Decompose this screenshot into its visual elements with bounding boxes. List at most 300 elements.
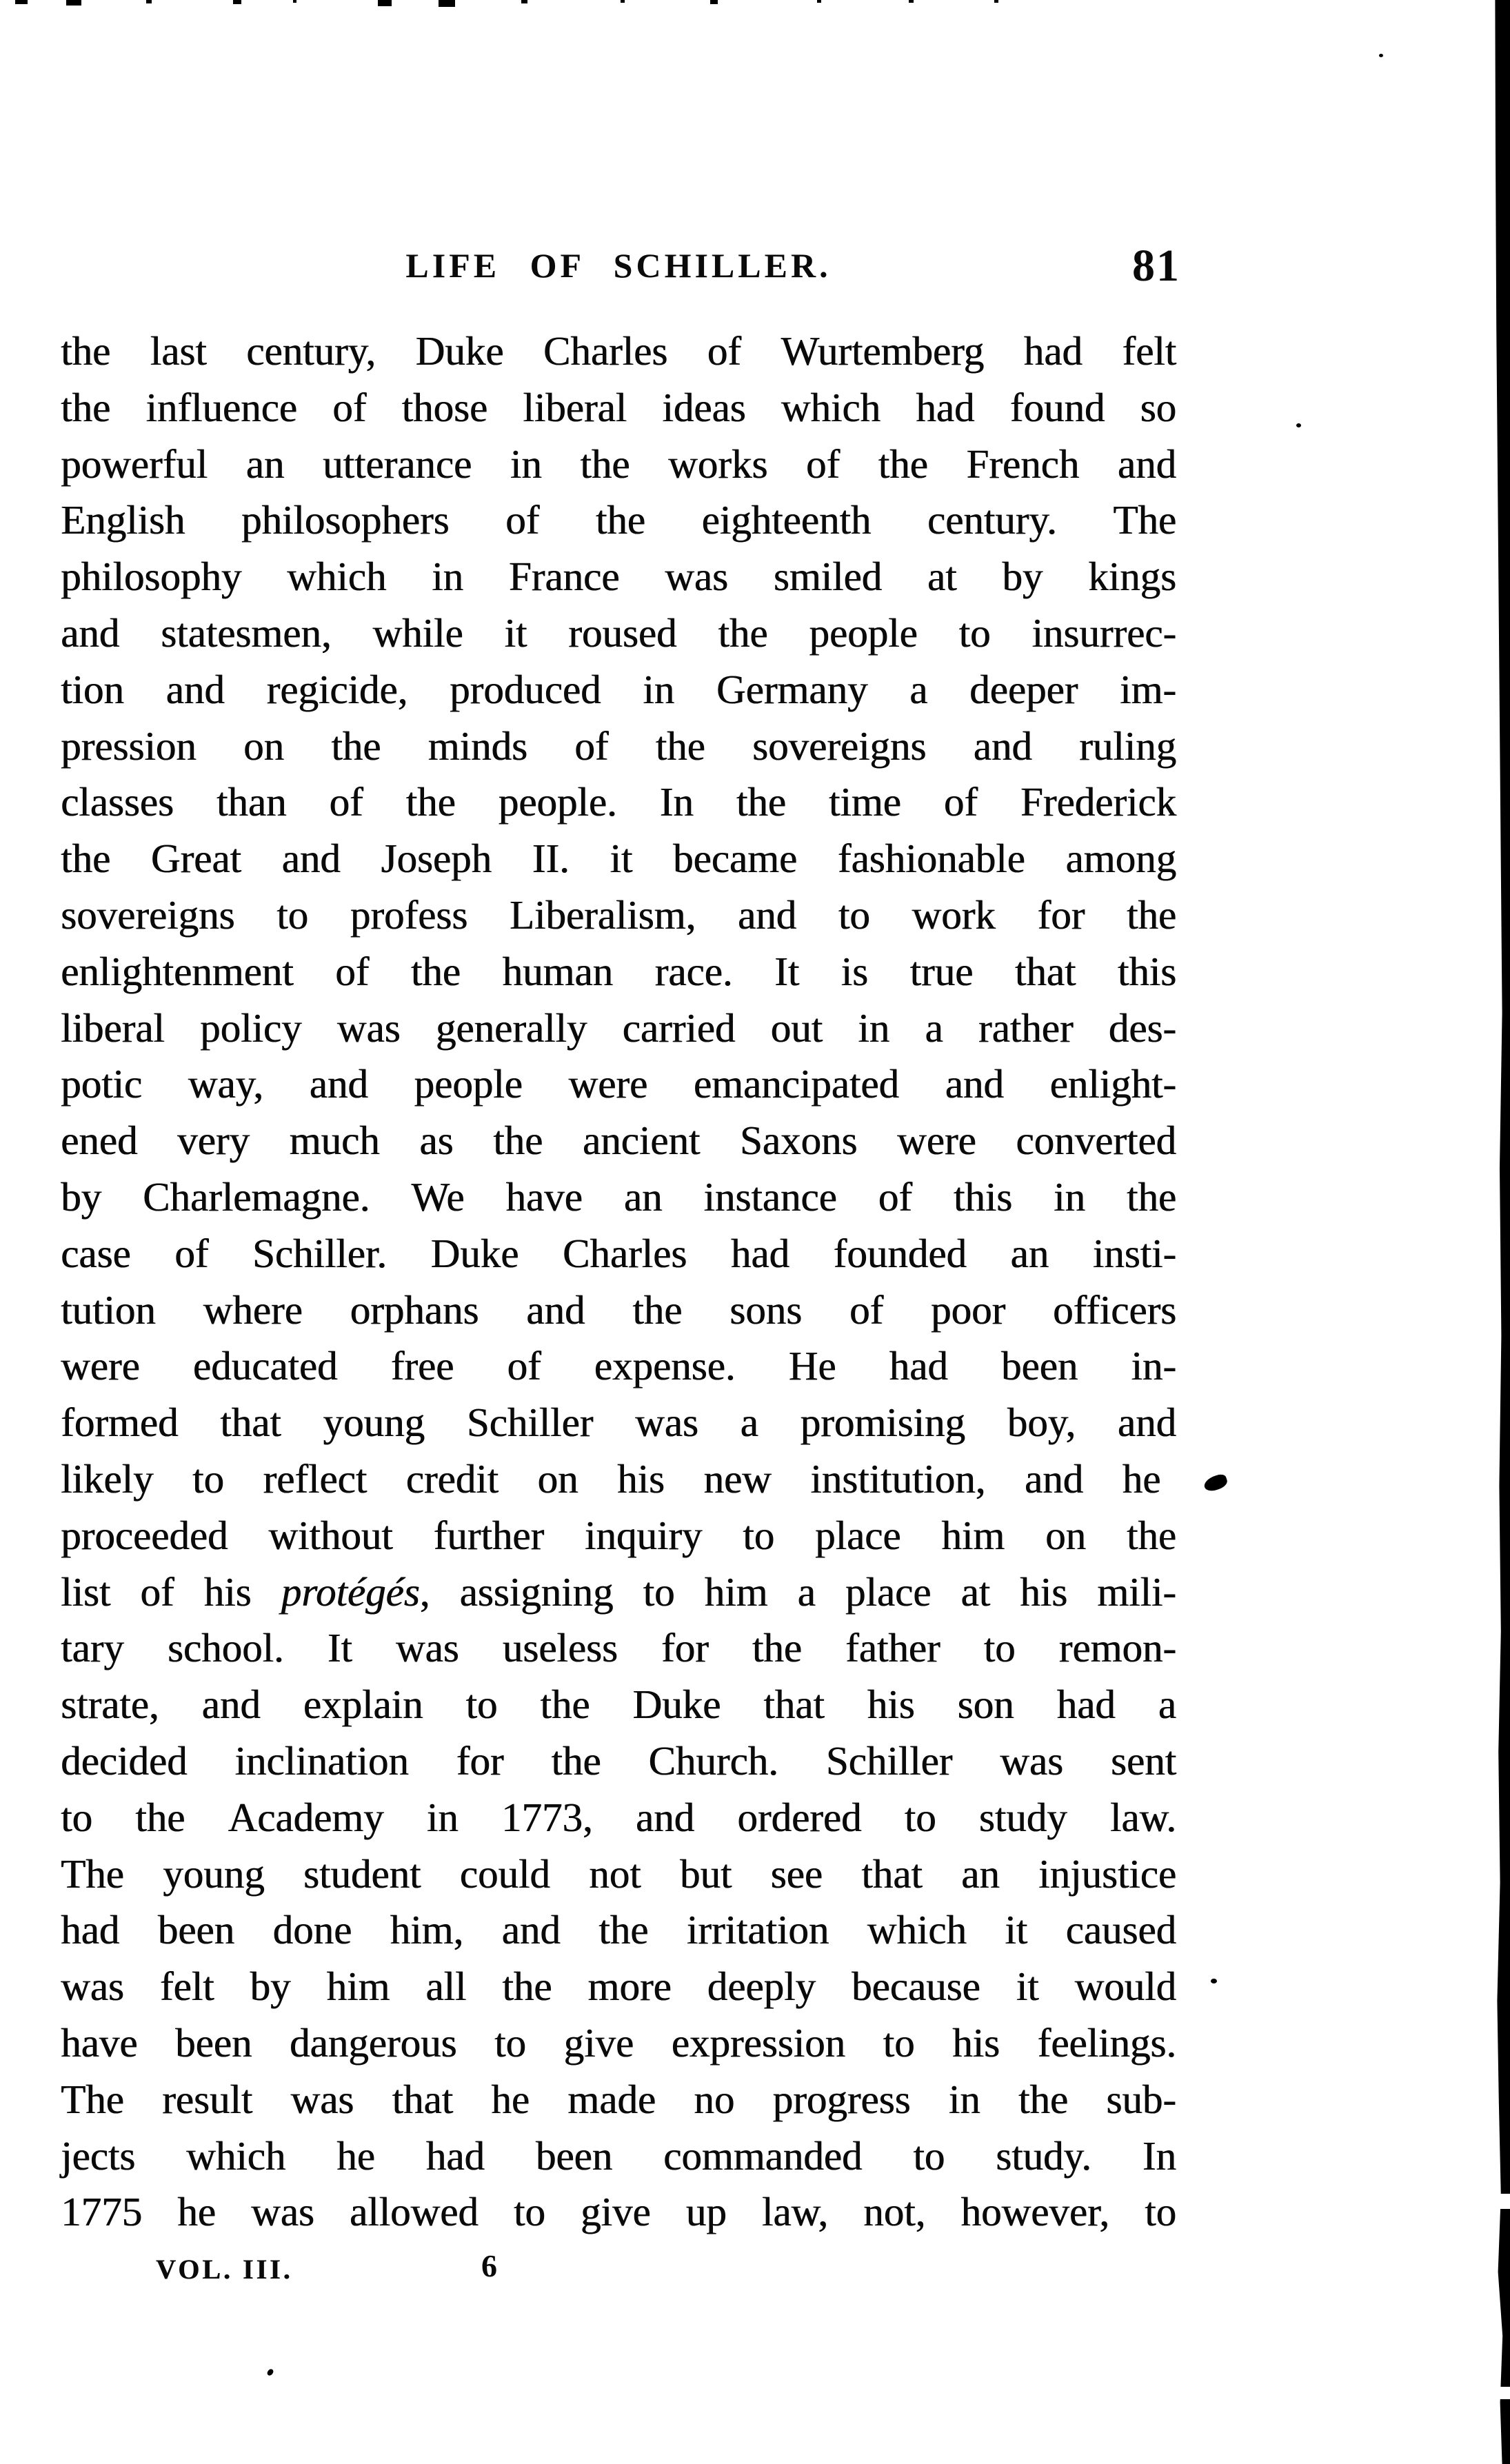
- word: officers: [1052, 1286, 1176, 1333]
- word: result: [162, 2076, 253, 2122]
- word: to: [883, 2019, 915, 2066]
- word: it: [1016, 1963, 1039, 2010]
- word: liberal: [61, 1004, 165, 1051]
- text-line: [61, 1169, 1176, 1226]
- word: which: [867, 1907, 967, 1953]
- word: In: [1142, 2132, 1176, 2179]
- word: Wurtemberg: [781, 328, 985, 374]
- word: son: [957, 1682, 1014, 1728]
- word: works: [667, 441, 768, 487]
- word: made: [567, 2076, 656, 2122]
- word: on: [243, 723, 284, 769]
- word: explain: [303, 1682, 423, 1728]
- word: the: [1126, 1512, 1176, 1558]
- word: all: [425, 1963, 467, 2010]
- scan-edge-strip: [1489, 0, 1510, 2464]
- word: to: [958, 609, 991, 656]
- ink-blot: [1202, 1473, 1229, 1493]
- word: commanded: [663, 2132, 863, 2179]
- word: and: [281, 836, 341, 882]
- word: enlightenment: [61, 948, 294, 994]
- word: strate,: [61, 1682, 159, 1728]
- word: that: [763, 1682, 825, 1728]
- word: Liberalism,: [509, 891, 696, 938]
- word: promising: [800, 1400, 965, 1446]
- word: so: [1140, 384, 1176, 430]
- word: to: [192, 1455, 224, 1502]
- word: an: [961, 1850, 1000, 1897]
- word: educated: [192, 1343, 338, 1389]
- word: influence: [145, 384, 297, 430]
- word: tary: [61, 1625, 124, 1671]
- word: among: [1065, 836, 1176, 882]
- text-line: [61, 1395, 1176, 1451]
- word: the: [580, 441, 630, 487]
- word: been: [157, 1907, 234, 1953]
- word: new: [703, 1455, 772, 1502]
- word: of: [332, 384, 367, 430]
- word: It: [774, 948, 800, 994]
- word: been: [174, 2019, 252, 2066]
- text-line: [61, 1959, 1176, 2015]
- word: free: [390, 1343, 454, 1389]
- text-line: [61, 1056, 1176, 1113]
- word: The: [1113, 497, 1176, 543]
- running-header-title: LIFE OF SCHILLER.: [405, 246, 832, 285]
- word: and: [61, 609, 120, 656]
- word: him,: [390, 1907, 464, 1953]
- word: felt: [159, 1963, 214, 2010]
- word: it: [610, 836, 633, 882]
- word: this: [953, 1173, 1013, 1220]
- word: produced: [449, 666, 601, 712]
- word: to: [513, 2189, 545, 2235]
- word: regicide,: [266, 666, 408, 712]
- word: while: [372, 609, 463, 656]
- word: ruling: [1079, 723, 1176, 769]
- word: Schiller: [466, 1400, 594, 1446]
- word: he: [491, 2076, 530, 2122]
- word: however,: [960, 2189, 1109, 2235]
- word: the: [502, 1963, 552, 2010]
- word: study: [978, 1794, 1067, 1840]
- word: formed: [61, 1400, 179, 1446]
- word: young: [163, 1850, 265, 1897]
- text-line: [61, 1564, 1176, 1621]
- word: those: [401, 384, 488, 430]
- word: time: [828, 779, 901, 825]
- word: had: [61, 1907, 120, 1953]
- word: and: [1117, 441, 1176, 487]
- word: pression: [61, 723, 197, 769]
- word: been: [535, 2132, 613, 2179]
- word: institution,: [810, 1455, 986, 1502]
- word: father: [845, 1625, 940, 1671]
- word: that: [392, 2076, 453, 2122]
- word: expression: [671, 2019, 845, 2066]
- word: for: [456, 1737, 504, 1784]
- text-line: [61, 2015, 1176, 2072]
- word: by: [250, 1963, 291, 2010]
- word: to: [276, 891, 308, 938]
- word: out: [770, 1004, 823, 1051]
- word: without: [268, 1512, 393, 1558]
- word: of: [505, 497, 540, 543]
- word: fashionable: [837, 836, 1025, 882]
- word: We: [411, 1173, 465, 1220]
- text-line: [61, 1902, 1176, 1959]
- scan-speck: [267, 2368, 274, 2376]
- text-line: [61, 774, 1176, 831]
- word: list: [61, 1568, 111, 1615]
- word: for: [661, 1625, 709, 1671]
- word: to: [643, 1568, 675, 1615]
- word: expense.: [594, 1343, 736, 1389]
- word: to: [465, 1682, 498, 1728]
- word: because: [851, 1963, 980, 2010]
- text-line: [61, 1226, 1176, 1282]
- word: feelings.: [1037, 2019, 1176, 2066]
- text-line: [61, 2184, 1176, 2241]
- word: deeply: [707, 1963, 816, 2010]
- word: been: [1000, 1343, 1078, 1389]
- word: that: [220, 1400, 281, 1446]
- word: rather: [978, 1004, 1074, 1051]
- word: kings: [1088, 554, 1176, 600]
- word: had: [916, 384, 975, 430]
- word: people: [809, 609, 918, 656]
- word: was: [336, 1004, 401, 1051]
- word: Joseph: [381, 836, 492, 882]
- word: people.: [498, 779, 617, 825]
- word: of: [849, 1286, 884, 1333]
- word: smiled: [773, 554, 883, 600]
- word: the: [878, 441, 928, 487]
- word: much: [289, 1118, 380, 1164]
- word: had: [730, 1230, 789, 1276]
- word: potic: [61, 1061, 142, 1107]
- word: jects: [61, 2132, 136, 2179]
- word: but: [679, 1850, 732, 1897]
- word: Schiller: [825, 1737, 953, 1784]
- word: of: [140, 1568, 174, 1615]
- word: people: [414, 1061, 523, 1107]
- word: philosophers: [241, 497, 450, 543]
- word: insti-: [1092, 1230, 1176, 1276]
- scan-speck: [710, 0, 718, 4]
- word: liberal: [523, 384, 627, 430]
- text-line: [61, 1282, 1176, 1339]
- word: law,: [761, 2189, 828, 2235]
- word: on: [537, 1455, 578, 1502]
- word: up: [685, 2189, 727, 2235]
- word: ordered: [737, 1794, 862, 1840]
- scan-speck: [15, 0, 28, 4]
- word: in: [432, 554, 463, 600]
- scan-speck: [521, 0, 527, 3]
- word: not,: [863, 2189, 926, 2235]
- word: he: [177, 2189, 216, 2235]
- word: place: [814, 1512, 901, 1558]
- word: to: [61, 1794, 92, 1840]
- word: Germany: [716, 666, 868, 712]
- word: him: [326, 1963, 390, 2010]
- text-line: [61, 1451, 1160, 1508]
- word: insurrec-: [1031, 609, 1176, 656]
- word: him: [704, 1568, 768, 1615]
- word: and: [635, 1794, 694, 1840]
- body-text: [61, 323, 1176, 2241]
- word: the: [595, 497, 645, 543]
- word: utterance: [322, 441, 472, 487]
- word: human: [502, 948, 613, 994]
- word: founded: [833, 1230, 967, 1276]
- word: English: [61, 497, 185, 543]
- word: II.: [532, 836, 570, 882]
- word: France: [508, 554, 620, 600]
- word: ened: [61, 1118, 138, 1164]
- word: was: [635, 1400, 698, 1446]
- word: an: [1010, 1230, 1049, 1276]
- word: was: [395, 1625, 459, 1671]
- word: the: [632, 1286, 683, 1333]
- word: than: [216, 779, 287, 825]
- word: the: [736, 779, 786, 825]
- word: no: [694, 2076, 735, 2122]
- word: in: [510, 441, 542, 487]
- word: the: [718, 609, 768, 656]
- word: the: [752, 1625, 802, 1671]
- word: race.: [654, 948, 733, 994]
- word: very: [177, 1118, 250, 1164]
- word: of: [943, 779, 978, 825]
- scan-speck: [909, 0, 914, 3]
- word: see: [770, 1850, 823, 1897]
- word: a: [925, 1004, 943, 1051]
- word: protégés,: [281, 1568, 430, 1615]
- word: boy,: [1007, 1400, 1076, 1446]
- word: im-: [1119, 666, 1176, 712]
- word: Charles: [543, 328, 668, 374]
- word: school.: [167, 1625, 284, 1671]
- word: by: [61, 1173, 101, 1220]
- word: sons: [729, 1286, 803, 1333]
- word: to: [838, 891, 870, 938]
- word: he: [1122, 1455, 1161, 1502]
- text-line: [61, 1113, 1176, 1169]
- word: were: [896, 1118, 976, 1164]
- word: true: [909, 948, 974, 994]
- scan-dot: [1379, 54, 1383, 57]
- word: case: [61, 1230, 131, 1276]
- word: his: [952, 2019, 1000, 2066]
- word: as: [419, 1118, 454, 1164]
- word: place: [845, 1568, 932, 1615]
- word: The: [61, 1850, 124, 1897]
- word: ideas: [662, 384, 746, 430]
- word: was: [251, 2189, 314, 2235]
- word: emancipated: [693, 1061, 899, 1107]
- word: had: [1023, 328, 1083, 374]
- word: Charlemagne.: [142, 1173, 370, 1220]
- word: in: [1053, 1173, 1085, 1220]
- word: a: [909, 666, 928, 712]
- word: was: [61, 1963, 124, 2010]
- word: more: [587, 1963, 672, 2010]
- word: which: [287, 554, 387, 600]
- word: reflect: [263, 1455, 368, 1502]
- text-line: [61, 2128, 1176, 2185]
- word: for: [1037, 891, 1085, 938]
- scan-speck: [66, 0, 81, 6]
- word: to: [904, 1794, 936, 1840]
- word: mili-: [1097, 1568, 1176, 1615]
- word: a: [1158, 1682, 1176, 1728]
- word: him: [941, 1512, 1005, 1558]
- word: profess: [350, 891, 468, 938]
- word: and: [737, 891, 797, 938]
- text-line: [61, 1790, 1176, 1846]
- word: tion: [61, 666, 124, 712]
- word: study.: [996, 2132, 1091, 2179]
- scan-speck: [233, 0, 241, 4]
- word: statesmen,: [161, 609, 332, 656]
- word: caused: [1065, 1907, 1176, 1953]
- text-line: [61, 323, 1176, 380]
- word: to: [983, 1625, 1016, 1671]
- word: enlight-: [1049, 1061, 1176, 1107]
- word: the: [405, 779, 456, 825]
- scan-speck: [146, 0, 152, 3]
- word: Charles: [562, 1230, 687, 1276]
- word: had: [1056, 1682, 1116, 1728]
- word: Duke: [415, 328, 504, 374]
- word: Great: [150, 836, 241, 882]
- word: dangerous: [289, 2019, 457, 2066]
- word: and: [526, 1286, 585, 1333]
- text-line: [61, 1677, 1176, 1733]
- word: was: [665, 554, 728, 600]
- word: which: [186, 2132, 286, 2179]
- word: felt: [1122, 328, 1176, 374]
- text-line: [61, 380, 1176, 436]
- word: and: [501, 1907, 561, 1953]
- word: 1773,: [501, 1794, 593, 1840]
- word: had: [425, 2132, 485, 2179]
- word: poor: [930, 1286, 1006, 1333]
- word: sovereigns: [752, 723, 927, 769]
- word: this: [1117, 948, 1176, 994]
- word: at: [927, 554, 957, 600]
- word: way,: [188, 1061, 263, 1107]
- word: the: [551, 1737, 601, 1784]
- word: to: [1145, 2189, 1176, 2235]
- word: Schiller.: [252, 1230, 387, 1276]
- word: his: [1020, 1568, 1068, 1615]
- word: further: [433, 1512, 544, 1558]
- word: would: [1074, 1963, 1176, 2010]
- word: to: [494, 2019, 526, 2066]
- word: in-: [1131, 1343, 1176, 1389]
- word: was: [1000, 1737, 1063, 1784]
- text-line: [61, 1846, 1176, 1903]
- word: that: [1014, 948, 1076, 994]
- word: converted: [1016, 1118, 1176, 1164]
- word: inquiry: [584, 1512, 703, 1558]
- word: irritation: [686, 1907, 829, 1953]
- word: sovereigns: [61, 891, 235, 938]
- word: could: [459, 1850, 550, 1897]
- text-line: [61, 1338, 1176, 1395]
- word: generally: [435, 1004, 587, 1051]
- word: of: [507, 1343, 541, 1389]
- word: done: [272, 1907, 352, 1953]
- word: the: [493, 1118, 543, 1164]
- word: des-: [1108, 1004, 1176, 1051]
- word: of: [329, 779, 363, 825]
- word: Duke: [632, 1682, 721, 1728]
- word: useless: [502, 1625, 618, 1671]
- text-line: [61, 1620, 1176, 1677]
- word: his: [616, 1455, 665, 1502]
- word: had: [889, 1343, 948, 1389]
- text-line: [61, 549, 1176, 605]
- scan-edge-gap: [1489, 2194, 1510, 2209]
- page-number: 81: [1132, 241, 1180, 291]
- word: of: [574, 723, 609, 769]
- word: and: [1024, 1455, 1084, 1502]
- word: it: [1005, 1907, 1028, 1953]
- word: young: [323, 1400, 425, 1446]
- word: he: [336, 2132, 375, 2179]
- word: give: [580, 2189, 651, 2235]
- word: powerful: [61, 441, 208, 487]
- word: It: [327, 1625, 352, 1671]
- word: the: [1126, 1173, 1176, 1220]
- word: to: [743, 1512, 775, 1558]
- word: and: [973, 723, 1032, 769]
- word: the: [655, 723, 705, 769]
- scan-dot: [1296, 423, 1301, 427]
- text-line: [61, 605, 1176, 662]
- word: of: [805, 441, 840, 487]
- word: the: [331, 723, 381, 769]
- word: in: [643, 666, 675, 712]
- word: his: [203, 1568, 252, 1615]
- word: the: [61, 384, 111, 430]
- word: and: [945, 1061, 1004, 1107]
- word: were: [61, 1343, 140, 1389]
- word: progress: [772, 2076, 911, 2122]
- word: policy: [199, 1004, 302, 1051]
- word: last: [150, 328, 207, 374]
- word: proceeded: [61, 1512, 228, 1558]
- word: was: [290, 2076, 354, 2122]
- text-line: [61, 662, 1176, 718]
- word: not: [589, 1850, 641, 1897]
- word: the: [410, 948, 461, 994]
- word: roused: [568, 609, 677, 656]
- word: give: [563, 2019, 634, 2066]
- word: instance: [703, 1173, 837, 1220]
- word: the: [61, 328, 111, 374]
- word: of: [707, 328, 741, 374]
- word: on: [1045, 1512, 1086, 1558]
- word: work: [912, 891, 996, 938]
- scan-speck: [293, 0, 296, 3]
- word: an: [623, 1173, 663, 1220]
- word: He: [788, 1343, 836, 1389]
